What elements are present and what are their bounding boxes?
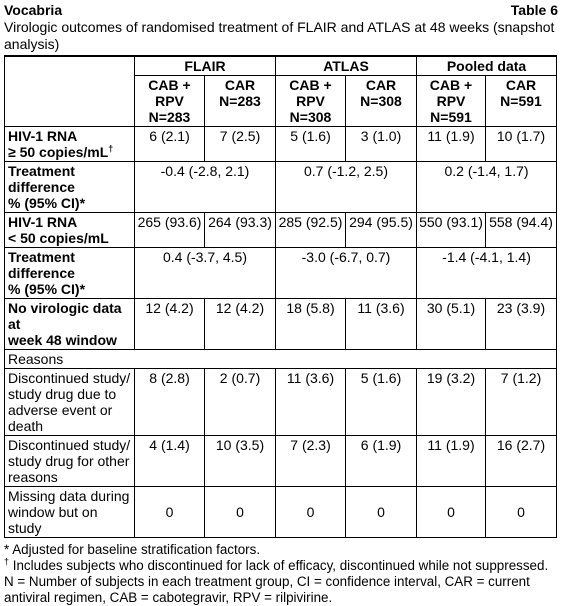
table-row: [5, 162, 557, 213]
table-cell: 0.7 (-1.2, 2.5): [276, 162, 417, 213]
arm-header: CAR N=283: [205, 76, 276, 127]
table-row: [5, 369, 557, 436]
table-row: [5, 350, 557, 369]
row-label: No virologic data at week 48 window: [5, 299, 135, 350]
table-cell: 0: [417, 487, 486, 538]
reasons-label: Reasons: [5, 350, 557, 369]
table-cell: 12 (4.2): [135, 299, 205, 350]
table-cell: 30 (5.1): [417, 299, 486, 350]
brand-title: Vocabria: [4, 2, 63, 18]
table-cell: 6 (1.9): [346, 436, 417, 487]
arm-header: CAR N=591: [486, 76, 557, 127]
footnote-dagger: † Includes subjects who discontinued for lack of efficacy, discontinued while not suppressed.: [4, 556, 549, 573]
table-row: [5, 213, 557, 248]
table-cell: 7 (2.5): [205, 127, 276, 162]
table-row: [5, 248, 557, 299]
row-label: Treatment difference % (95% CI)*: [5, 162, 135, 213]
table-cell: 0: [135, 487, 205, 538]
table-cell: 294 (95.5): [346, 213, 417, 248]
table-cell: 18 (5.8): [276, 299, 346, 350]
group-header-atlas: ATLAS: [276, 56, 417, 76]
table-cell: 23 (3.9): [486, 299, 557, 350]
table-cell: 0.4 (-3.7, 4.5): [135, 248, 276, 299]
table-cell: 0: [205, 487, 276, 538]
table-cell: 0: [346, 487, 417, 538]
footnote-abbrev-1: N = Number of subjects in each treatment group, CI = confidence interval, CAR = current: [4, 574, 530, 589]
corner-cell: [5, 56, 135, 127]
table-cell: 0: [276, 487, 346, 538]
table-cell: 4 (1.4): [135, 436, 205, 487]
group-header-row: [5, 56, 557, 76]
arm-header: CAR N=308: [346, 76, 417, 127]
table-cell: -0.4 (-2.8, 2.1): [135, 162, 276, 213]
row-label: HIV-1 RNA ≥ 50 copies/mL†: [5, 127, 135, 162]
table-cell: 11 (1.9): [417, 436, 486, 487]
table-cell: 2 (0.7): [205, 369, 276, 436]
table-row: [5, 127, 557, 162]
table-cell: 264 (93.3): [205, 213, 276, 248]
arm-header: CAB + RPV N=591: [417, 76, 486, 127]
row-label: HIV-1 RNA < 50 copies/mL: [5, 213, 135, 248]
table-cell: 3 (1.0): [346, 127, 417, 162]
table-cell: 11 (3.6): [346, 299, 417, 350]
table-cell: 11 (1.9): [417, 127, 486, 162]
arm-header: CAB + RPV N=308: [276, 76, 346, 127]
footnotes: [4, 542, 558, 606]
table-cell: 265 (93.6): [135, 213, 205, 248]
table-number: Table 6: [510, 2, 558, 18]
table-cell: 7 (2.3): [276, 436, 346, 487]
table-cell: 5 (1.6): [346, 369, 417, 436]
row-label: Discontinued study/ study drug for other reasons: [5, 436, 135, 487]
row-label: Discontinued study/ study drug due to adverse event or death: [5, 369, 135, 436]
table-cell: -1.4 (-4.1, 1.4): [417, 248, 557, 299]
table-cell: 16 (2.7): [486, 436, 557, 487]
table-cell: 6 (2.1): [135, 127, 205, 162]
footnote-abbrev-2: antiviral regimen, CAB = cabotegravir, RPV = rilpivirine.: [4, 590, 333, 605]
table-cell: 558 (94.4): [486, 213, 557, 248]
row-label: Missing data during window but on study: [5, 487, 135, 538]
table-cell: 0: [486, 487, 557, 538]
table-cell: 8 (2.8): [135, 369, 205, 436]
table-caption: Virologic outcomes of randomised treatment of FLAIR and ATLAS at 48 weeks (snapshot analysis): [4, 19, 555, 52]
arm-header: CAB + RPV N=283: [135, 76, 205, 127]
table-cell: 10 (1.7): [486, 127, 557, 162]
table-cell: 12 (4.2): [205, 299, 276, 350]
group-header-pooled: Pooled data: [417, 56, 557, 76]
table-row: [5, 436, 557, 487]
header-row: [4, 2, 558, 19]
row-label: Treatment difference % (95% CI)*: [5, 248, 135, 299]
table-cell: 285 (92.5): [276, 213, 346, 248]
table-row: [5, 299, 557, 350]
table-cell: 7 (1.2): [486, 369, 557, 436]
footnote-adjusted: * Adjusted for baseline stratification factors.: [4, 542, 261, 557]
table-cell: 10 (3.5): [205, 436, 276, 487]
group-header-flair: FLAIR: [135, 56, 276, 76]
table-cell: 0.2 (-1.4, 1.7): [417, 162, 557, 213]
table-cell: -3.0 (-6.7, 0.7): [276, 248, 417, 299]
table-row: [5, 487, 557, 538]
table-cell: 11 (3.6): [276, 369, 346, 436]
table-cell: 550 (93.1): [417, 213, 486, 248]
outcomes-table: [4, 55, 557, 538]
table-cell: 19 (3.2): [417, 369, 486, 436]
table-cell: 5 (1.6): [276, 127, 346, 162]
